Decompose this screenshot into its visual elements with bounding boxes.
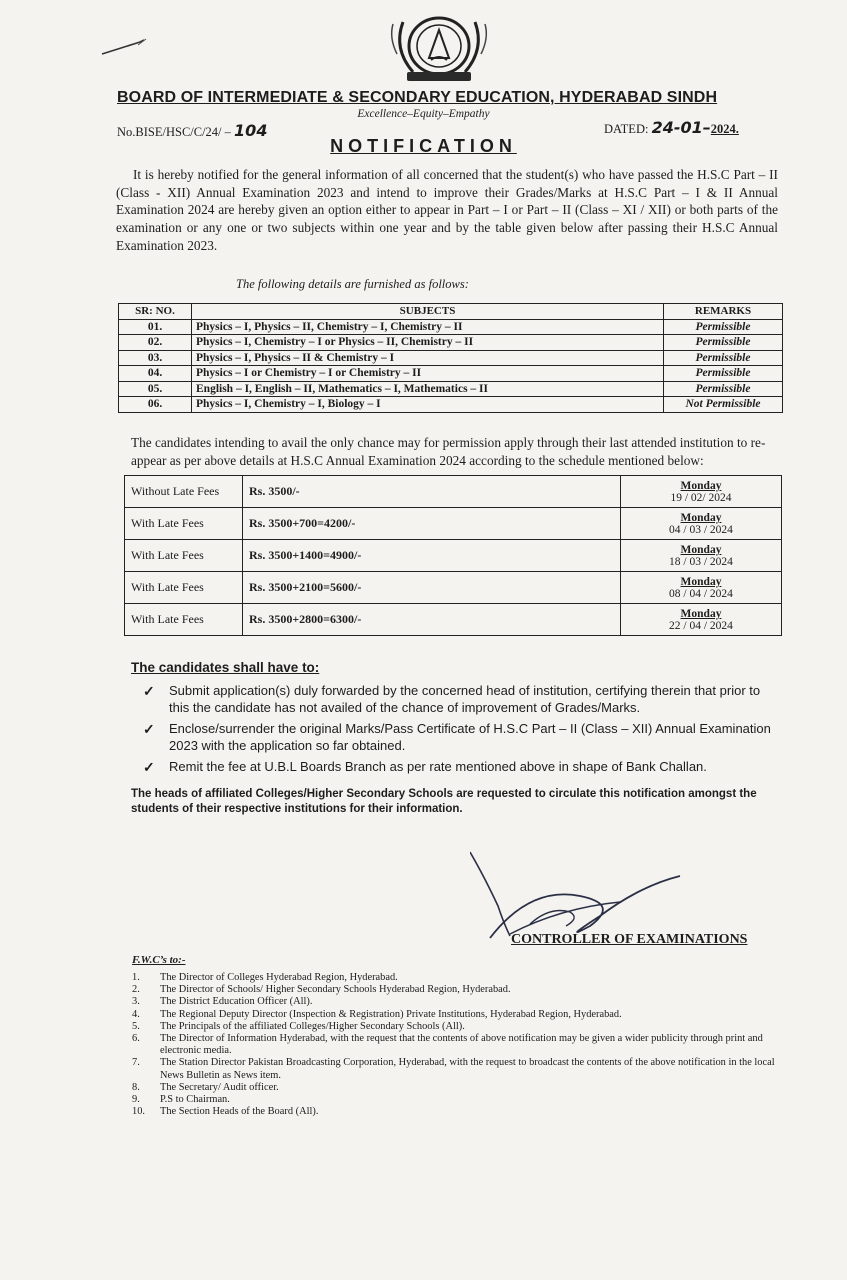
requirements-list — [140, 683, 780, 781]
subjects-table — [118, 303, 783, 413]
reference-handwritten-number: 104 — [234, 121, 268, 140]
row-sr: 06. — [119, 397, 192, 413]
schedule-paragraph: The candidates intending to avail the only chance may for permission apply through their last attended institution to re-appear as per above details at H.S.C Annual Examination 2024 according to the schedule mentioned below: — [131, 435, 766, 468]
row-sr: 05. — [119, 381, 192, 397]
deadline-day: Monday — [680, 511, 722, 524]
fee-deadline — [621, 476, 782, 508]
deadline-date: 22 / 04 / 2024 — [669, 619, 733, 632]
fee-amount: Rs. 3500+1400=4900/- — [243, 540, 621, 572]
item-number: 6. — [132, 1033, 140, 1045]
fwc-heading: F.W.C’s to:- — [132, 954, 186, 966]
table-row — [125, 604, 782, 636]
row-remarks: Permissible — [664, 335, 783, 351]
item-text: The Principals of the affiliated Colleges/Higher Secondary Schools (All). — [160, 1020, 465, 1032]
signatory-title: CONTROLLER OF EXAMINATIONS — [511, 932, 748, 947]
list-item — [132, 1057, 782, 1081]
check-mark-icon: ✓ — [143, 759, 155, 775]
row-sr: 03. — [119, 350, 192, 366]
distribution-list — [132, 972, 782, 1118]
table-row — [119, 397, 783, 413]
board-motto: Excellence–Equity–Empathy — [357, 108, 490, 120]
item-text: The Director of Schools/ Higher Secondary Schools Hyderabad Region, Hyderabad. — [160, 984, 511, 996]
row-subjects: Physics – I, Chemistry – I, Biology – I — [192, 397, 664, 413]
item-text: The Station Director Pakistan Broadcasting Corporation, Hyderabad, with the request to broadcast the contents of the above notification in the local News Bulletin as News item. — [160, 1057, 775, 1081]
list-item — [132, 1033, 782, 1057]
fee-deadline — [621, 572, 782, 604]
deadline-day: Monday — [680, 543, 722, 556]
row-sr: 01. — [119, 319, 192, 335]
row-subjects: English – I, English – II, Mathematics – I, Mathematics – II — [192, 381, 664, 397]
table-row — [119, 335, 783, 351]
fee-label: With Late Fees — [125, 572, 243, 604]
notification-date — [604, 118, 739, 137]
list-item — [132, 1106, 782, 1118]
document-title: NOTIFICATION — [330, 136, 517, 156]
deadline-day: Monday — [680, 479, 722, 492]
check-mark-icon: ✓ — [143, 683, 155, 699]
fee-amount: Rs. 3500+700=4200/- — [243, 508, 621, 540]
fee-label: With Late Fees — [125, 604, 243, 636]
list-item — [132, 1082, 782, 1094]
item-number: 5. — [132, 1020, 140, 1032]
row-subjects: Physics – I, Physics – II & Chemistry – I — [192, 350, 664, 366]
date-handwritten: 24-01– — [651, 118, 711, 137]
table-row — [119, 319, 783, 335]
table-row — [119, 381, 783, 397]
item-text: The Regional Deputy Director (Inspection & Registration) Private Institutions, Hyderabad Region, Hyderabad. — [160, 1008, 622, 1020]
requirement-text: Remit the fee at U.B.L Boards Branch as per rate mentioned above in shape of Bank Challan. — [169, 759, 707, 774]
furnished-note: The following details are furnished as follows: — [236, 277, 469, 291]
header-sr: SR: NO. — [119, 304, 192, 320]
fees-schedule-table — [124, 475, 782, 636]
reference-prefix: No.BISE/HSC/C/24/ – — [117, 125, 231, 139]
table-row — [119, 350, 783, 366]
header-subjects: SUBJECTS — [192, 304, 664, 320]
list-item — [132, 1094, 782, 1106]
deadline-date: 04 / 03 / 2024 — [669, 523, 733, 536]
requirement-text: Enclose/surrender the original Marks/Pass Certificate of H.S.C Part – II (Class – XII) Annual Examination 2023 with the application so far obtained. — [169, 721, 771, 753]
row-remarks: Permissible — [664, 366, 783, 382]
row-subjects: Physics – I, Chemistry – I or Physics – II, Chemistry – II — [192, 335, 664, 351]
row-subjects: Physics – I or Chemistry – I or Chemistry – II — [192, 366, 664, 382]
item-number: 4. — [132, 1008, 140, 1020]
row-subjects: Physics – I, Physics – II, Chemistry – I, Chemistry – II — [192, 319, 664, 335]
item-number: 10. — [132, 1106, 145, 1118]
item-text: P.S to Chairman. — [160, 1094, 230, 1106]
board-seal-icon — [383, 14, 495, 84]
fee-amount: Rs. 3500+2800=6300/- — [243, 604, 621, 636]
table-row — [125, 540, 782, 572]
deadline-date: 18 / 03 / 2024 — [669, 555, 733, 568]
item-number: 1. — [132, 972, 140, 983]
row-remarks: Permissible — [664, 381, 783, 397]
intro-paragraph: It is hereby notified for the general information of all concerned that the student(s) who have passed the H.S.C Part – II (Class - XII) Annual Examination 2023 and intend to improve their Grades/Marks at H.S.C Part – I & II Annual Examination 2024 are hereby given an option either to appear in Part – I or Part – II (Class – XI / XII) or both parts of the examination or any one or two subjects within one year and by the table given below after passing their H.S.C Annual Examination 2023. — [116, 167, 778, 253]
list-item — [140, 759, 780, 776]
fee-amount: Rs. 3500/- — [243, 476, 621, 508]
item-number: 2. — [132, 984, 140, 996]
deadline-day: Monday — [680, 575, 722, 588]
item-number: 8. — [132, 1081, 140, 1093]
list-item — [132, 1009, 782, 1021]
requirements-heading: The candidates shall have to: — [131, 660, 320, 675]
table-header-row — [119, 304, 783, 320]
fee-label: Without Late Fees — [125, 476, 243, 508]
heads-paragraph: The heads of affiliated Colleges/Higher Secondary Schools are requested to circulate this notification amongst the students of their respective institutions for their information. — [131, 788, 757, 815]
fee-amount: Rs. 3500+2100=5600/- — [243, 572, 621, 604]
item-number: 7. — [132, 1057, 140, 1069]
list-item — [140, 683, 780, 716]
item-text: The Section Heads of the Board (All). — [160, 1106, 319, 1118]
item-number: 9. — [132, 1094, 140, 1106]
date-year: 2024. — [710, 122, 739, 136]
deadline-date: 19 / 02/ 2024 — [670, 491, 732, 504]
row-sr: 02. — [119, 335, 192, 351]
list-item — [132, 972, 782, 984]
row-sr: 04. — [119, 366, 192, 382]
header-remarks: REMARKS — [664, 304, 783, 320]
check-mark-icon: ✓ — [143, 721, 155, 737]
fee-label: With Late Fees — [125, 540, 243, 572]
list-item — [132, 984, 782, 996]
item-text: The Secretary/ Audit officer. — [160, 1081, 279, 1093]
date-label: DATED: — [604, 122, 649, 136]
list-item — [132, 1021, 782, 1033]
table-row — [125, 508, 782, 540]
board-name: BOARD OF INTERMEDIATE & SECONDARY EDUCATION, HYDERABAD SINDH — [117, 89, 718, 106]
deadline-date: 08 / 04 / 2024 — [669, 587, 733, 600]
table-row — [119, 366, 783, 382]
row-remarks: Permissible — [664, 350, 783, 366]
row-remarks: Not Permissible — [664, 397, 783, 413]
table-row — [125, 572, 782, 604]
pen-scribble-icon — [100, 36, 152, 58]
item-text: The Director of Colleges Hyderabad Region, Hyderabad. — [160, 972, 398, 983]
table-row — [125, 476, 782, 508]
signature-icon — [470, 846, 690, 946]
fee-deadline — [621, 540, 782, 572]
list-item — [132, 996, 782, 1008]
fee-deadline — [621, 604, 782, 636]
fee-deadline — [621, 508, 782, 540]
item-text: The District Education Officer (All). — [160, 996, 313, 1008]
list-item — [140, 721, 780, 754]
item-number: 3. — [132, 996, 140, 1008]
requirement-text: Submit application(s) duly forwarded by the concerned head of institution, certifying therein that prior to this the candidate has not availed of the chance of improvement of Grades/Marks. — [169, 683, 761, 715]
row-remarks: Permissible — [664, 319, 783, 335]
item-text: The Director of Information Hyderabad, with the request that the contents of above notification may be given a wider publicity through print and electronic media. — [160, 1033, 763, 1057]
fee-label: With Late Fees — [125, 508, 243, 540]
deadline-day: Monday — [680, 607, 722, 620]
